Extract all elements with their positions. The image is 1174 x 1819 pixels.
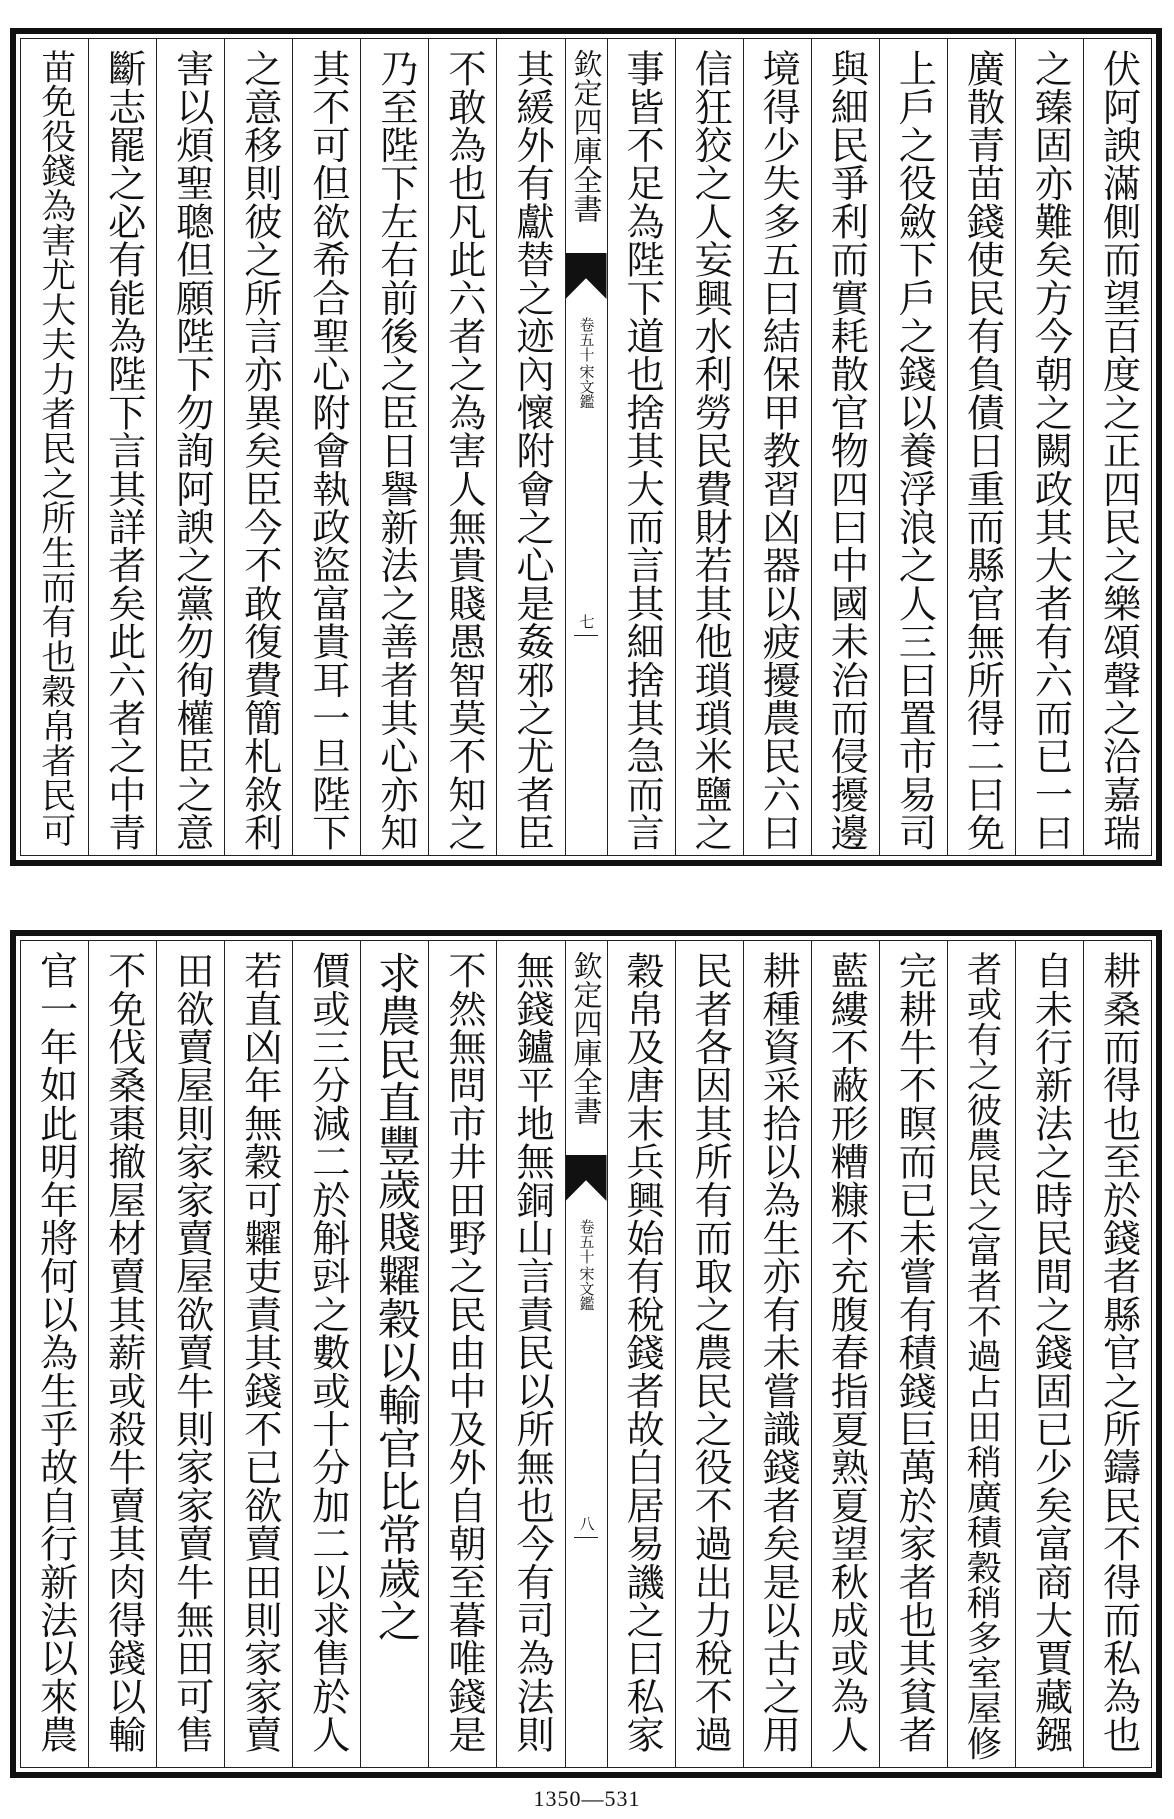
- text-column: [675, 941, 743, 1767]
- text-column: [811, 941, 879, 1767]
- text-column: [292, 39, 360, 855]
- column-text: 不然無問市井田野之民由中及外自朝至暮唯錢是: [441, 951, 485, 1754]
- column-text: 耕種資采拾以為生亦有未嘗識錢者矣是以古之用: [755, 951, 800, 1754]
- text-column: [607, 39, 675, 855]
- header-book: 宋文鑑: [577, 1266, 596, 1311]
- column-text: 民者各因其所有而取之農民之役不過出力稅不過: [687, 951, 732, 1754]
- header-volume: 卷五十: [577, 317, 596, 362]
- bottom-page-text-grid: [21, 941, 1151, 1767]
- column-text: 害以煩聖聰但願陛下勿詢阿諛之黨勿徇權臣之意: [168, 49, 213, 852]
- column-text: 乃至陛下左右前後之臣日譽新法之善者其心亦知: [372, 49, 417, 852]
- text-column: [496, 39, 564, 855]
- center-fold-column: [565, 39, 607, 855]
- column-text: 廣散青苗錢使民有負債日重而縣官無所得二曰免: [959, 49, 1004, 852]
- header-title: 欽定四庫全書: [569, 951, 604, 1125]
- text-column: [292, 941, 360, 1767]
- fish-tail-mark: [566, 1155, 607, 1201]
- text-column: [156, 941, 224, 1767]
- fish-tail-mark: [566, 253, 607, 299]
- column-text: 求農民直豐歲賤糶穀以輸官比常歲之: [370, 951, 421, 1643]
- column-text: 斷志罷之必有能為陛下言其詳者矣此六者之中青: [100, 49, 145, 852]
- text-column: [675, 39, 743, 855]
- center-rule: [574, 635, 598, 636]
- column-text: 穀帛及唐末兵興始有稅錢者故白居易譏之曰私家: [619, 951, 664, 1754]
- top-page: [10, 28, 1162, 866]
- header-volume: 卷五十: [577, 1219, 596, 1264]
- text-column: [21, 39, 88, 855]
- column-text: 不免伐桑棗撤屋材賣其薪或殺牛賣其肉得錢以輸: [100, 951, 145, 1754]
- header-page-number: 八: [577, 1516, 596, 1531]
- text-column: [1083, 39, 1151, 855]
- column-text: 耕桑而得也至於錢者縣官之所鑄民不得而私為也: [1095, 951, 1140, 1754]
- text-column: [224, 39, 292, 855]
- text-column: [428, 39, 496, 855]
- text-column: [743, 941, 811, 1767]
- footer-page-number: 1350—531: [533, 1786, 641, 1811]
- column-text: 其緩外有獻替之迹內懷附會之心是姦邪之尤者臣: [509, 49, 554, 852]
- column-text: 之意移則彼之所言亦異矣臣今不敢復費簡札敘利: [236, 49, 281, 852]
- text-column: [947, 39, 1015, 855]
- column-text: 境得少失多五曰結保甲教習凶器以疲擾農民六曰: [755, 49, 800, 852]
- text-column: [156, 39, 224, 855]
- column-text: 若直凶年無穀可糶吏責其錢不已欲賣田則家家賣: [236, 951, 281, 1754]
- column-text: 田欲賣屋則家家賣屋欲賣牛則家家賣牛無田可售: [168, 951, 213, 1754]
- text-column: [947, 941, 1015, 1767]
- column-text: 官一年如此明年將何以為生乎故自行新法以來農: [32, 951, 77, 1754]
- column-text: 事皆不足為陛下道也捨其大而言其細捨其急而言: [619, 49, 664, 852]
- column-text: 伏阿諛滿側而望百度之正四民之樂頌聲之洽嘉瑞: [1095, 49, 1140, 852]
- column-text: 完耕牛不瞑而已未嘗有積錢巨萬於家者也其貧者: [891, 951, 936, 1754]
- text-column: [1015, 39, 1083, 855]
- column-text: 無錢鑪平地無銅山言責民以所無也今有司為法則: [509, 951, 554, 1754]
- text-column: [88, 941, 156, 1767]
- text-column: [607, 941, 675, 1767]
- bottom-page: [10, 930, 1162, 1778]
- text-column: [811, 39, 879, 855]
- text-column: [879, 941, 947, 1767]
- column-text: 者或有之彼農民之富者不過占田稍廣積穀稍多室屋修: [960, 951, 1002, 1761]
- column-text: 之臻固亦難矣方今朝之闕政其大者有六而已一曰: [1027, 49, 1072, 852]
- text-column: [88, 39, 156, 855]
- header-book: 宋文鑑: [577, 364, 596, 409]
- column-text: 價或三分減二於斛㪷之數或十分加二以求售於人: [304, 951, 349, 1754]
- top-page-text-grid: [21, 39, 1151, 855]
- center-rule: [574, 1537, 598, 1538]
- text-column: [1015, 941, 1083, 1767]
- column-text: 信狂狡之人妄興水利勞民費財若其他瑣瑣米鹽之: [687, 49, 732, 852]
- column-text: 上戶之役斂下戶之錢以養浮浪之人三曰置市易司: [891, 49, 936, 852]
- text-column: [360, 941, 428, 1767]
- column-text: 不敢為也凡此六者之為害人無貴賤愚智莫不知之: [441, 49, 485, 852]
- column-text: 其不可但欲希合聖心附會執政盜富貴耳一旦陛下: [304, 49, 349, 852]
- header-page-number: 七: [577, 614, 596, 629]
- center-fold-column: [565, 941, 607, 1767]
- column-text: 藍縷不蔽形糟糠不充腹春指夏熟夏望秋成或為人: [823, 951, 868, 1754]
- text-column: [224, 941, 292, 1767]
- text-column: [428, 941, 496, 1767]
- column-text: 苗免役錢為害尤大夫力者民之所生而有也穀帛者民可: [34, 49, 75, 848]
- text-column: [879, 39, 947, 855]
- header-subtitle: [579, 1219, 594, 1311]
- text-column: [360, 39, 428, 855]
- text-column: [1083, 941, 1151, 1767]
- text-column: [21, 941, 88, 1767]
- text-column: [743, 39, 811, 855]
- header-subtitle: [579, 317, 594, 409]
- column-text: 與細民爭利而實耗散官物四曰中國未治而侵擾邊: [823, 49, 868, 852]
- text-column: [496, 941, 564, 1767]
- column-text: 自未行新法之時民間之錢固已少矣富商大賈藏鏹: [1027, 951, 1072, 1754]
- header-title: 欽定四庫全書: [569, 49, 604, 223]
